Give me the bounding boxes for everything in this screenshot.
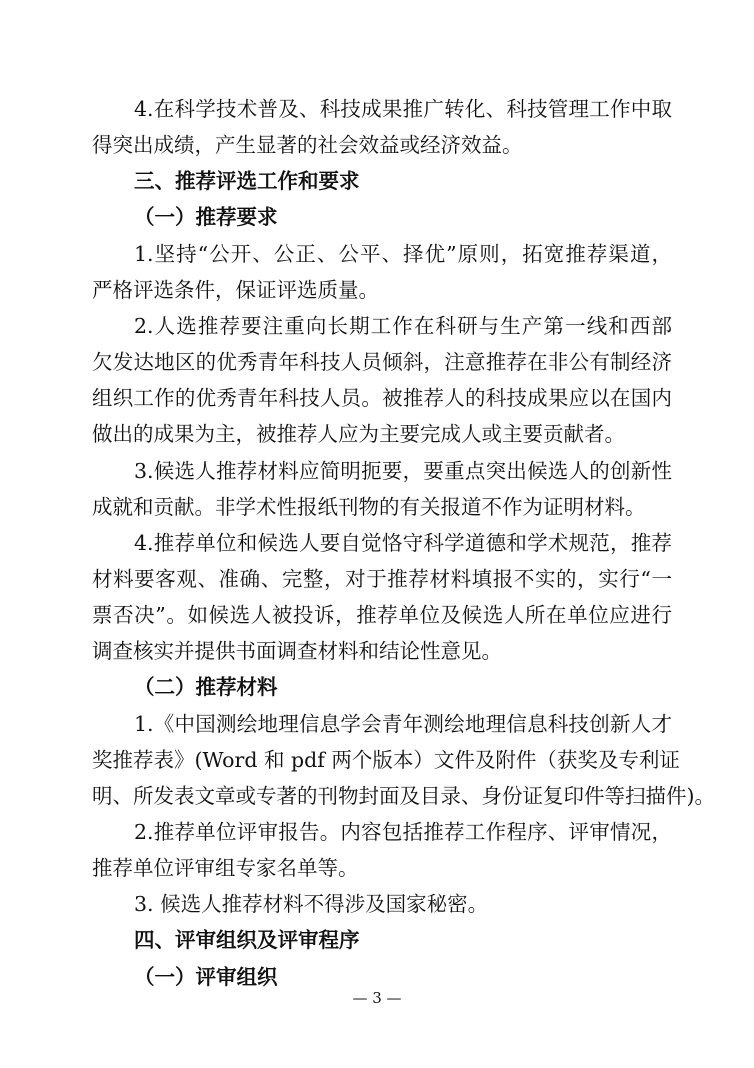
sub-heading-review-organization: （一）评审组织 xyxy=(134,964,278,989)
text-line-12: 成就和贡献。非学术性报纸刊物的有关报道不作为证明材料。 xyxy=(92,494,646,519)
text-line-11: 3.候选人推荐材料应简明扼要，要重点突出候选人的创新性 xyxy=(134,458,672,483)
sub-heading-recommendation-requirements: （一）推荐要求 xyxy=(134,205,278,230)
text-line-13: 4.推荐单位和候选人要自觉恪守科学道德和学术规范，推荐 xyxy=(134,530,672,555)
text-line-16: 调查核实并提供书面调查材料和结论性意见。 xyxy=(92,639,502,664)
text-line-1: 4.在科学技术普及、科技成果推广转化、科技管理工作中取 xyxy=(134,97,672,121)
text-line-18: 1.《中国测绘地理信息学会青年测绘地理信息科技创新人才 xyxy=(134,711,672,736)
text-line-20: 明、所发表文章或专著的刊物封面及目录、身份证复印件等扫描件)。 xyxy=(92,783,715,808)
text-line-23: 3. 候选人推荐材料不得涉及国家秘密。 xyxy=(134,892,489,917)
sub-heading-recommendation-materials: （二）推荐材料 xyxy=(134,675,278,700)
text-line-15: 票否决”。如候选人被投诉，推荐单位及候选人所在单位应进行 xyxy=(92,603,672,628)
page-number: — 3 — xyxy=(352,989,402,1007)
text-line-5: 1.坚持“公开、公正、公平、择优”原则，拓宽推荐渠道， xyxy=(134,241,672,266)
text-line-14: 材料要客观、准确、完整，对于推荐材料填报不实的，实行“一 xyxy=(92,566,672,591)
text-line-19: 奖推荐表》(Word 和 pdf 两个版本）文件及附件（获奖及专利证 xyxy=(92,747,680,772)
text-line-7: 2.人选推荐要注重向长期工作在科研与生产第一线和西部 xyxy=(134,313,672,338)
text-line-9: 组织工作的优秀青年科技人员。被推荐人的科技成果应以在国内 xyxy=(92,386,672,411)
section-heading-3: 三、推荐评选工作和要求 xyxy=(134,169,360,194)
section-heading-4: 四、评审组织及评审程序 xyxy=(134,928,360,953)
text-line-6: 严格评选条件，保证评选质量。 xyxy=(92,277,379,302)
text-line-21: 2.推荐单位评审报告。内容包括推荐工作程序、评审情况， xyxy=(134,820,672,844)
text-line-10: 做出的成果为主，被推荐人应为主要完成人或主要贡献者。 xyxy=(92,422,625,447)
text-line-2: 得突出成绩，产生显著的社会效益或经济效益。 xyxy=(92,133,523,158)
text-line-8: 欠发达地区的优秀青年科技人员倾斜，注意推荐在非公有制经济 xyxy=(92,350,672,375)
text-line-22: 推荐单位评审组专家名单等。 xyxy=(92,856,359,881)
